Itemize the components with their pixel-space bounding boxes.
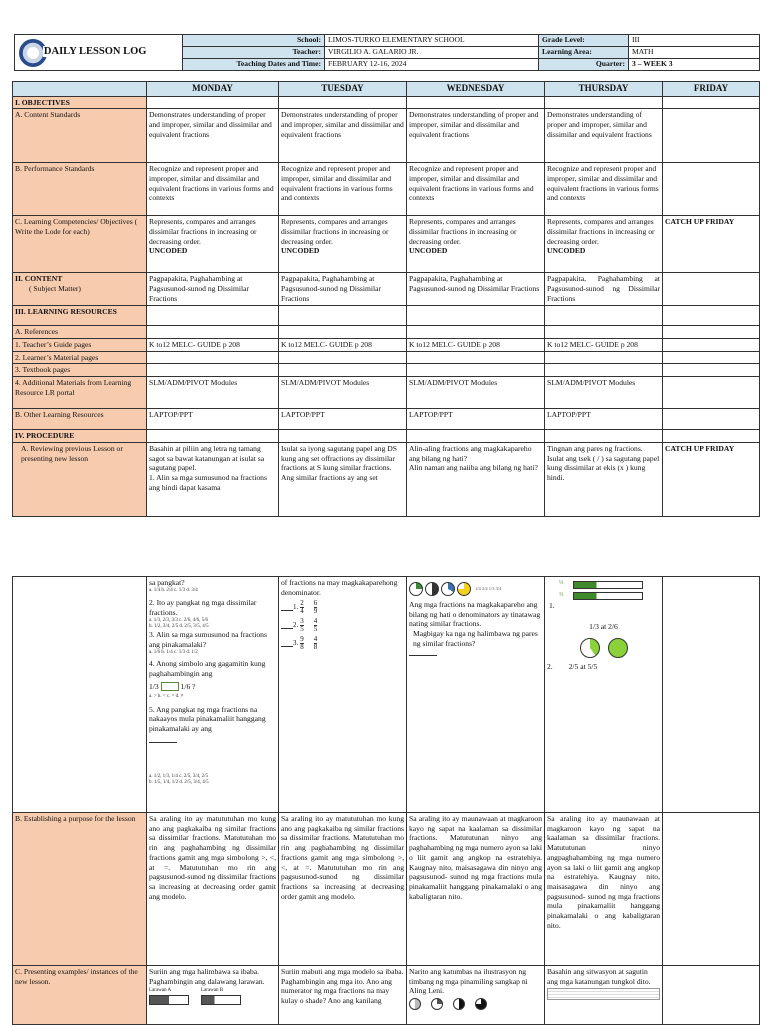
teacher-label: Teacher:	[183, 47, 325, 59]
performance-standards-thu: Recognize and represent proper and improper, similar and dissimilar and equivalent fractions in various forms and contexts	[545, 163, 663, 216]
tue-frac-right-den: 9	[313, 607, 318, 616]
answer-blank	[281, 640, 293, 647]
learners-material-label: 2. Learner’s Material pages	[13, 351, 147, 364]
tue-frac-right-den: 5	[313, 625, 318, 634]
mon-opts3: a. 1/6 b. 1/4 c. 1/3 d. 1/2	[149, 649, 198, 655]
review-mon	[147, 442, 279, 516]
tue-frac-left	[300, 618, 304, 633]
bar-1-3-icon	[573, 581, 643, 589]
scale-pie-3-icon	[453, 998, 465, 1010]
competencies-text: Represents, compares and arranges dissimilar fractions in increasing or decreasing order.	[409, 217, 517, 246]
bar-2-6-icon	[573, 592, 643, 600]
mon-opts2a: a. 1/3, 2/3, 3/3 c. 2/6, 4/6, 5/6	[149, 617, 209, 623]
pie-1-3-icon	[441, 582, 455, 596]
content-standards-label: A. Content Standards	[13, 109, 147, 163]
thu-frac-2: 2/5 at 5/5	[568, 661, 598, 671]
teachers-guide-label: 1. Teacher’s Guide pages	[13, 338, 147, 351]
scale-pie-2-icon	[431, 998, 443, 1010]
am-mon: SLM/ADM/PIVOT Modules	[147, 377, 279, 409]
purpose-tue: Sa araling ito ay matututuhan mo kung ano ang pagkakaiba ng similar fractions sa dissimilar fractions. Matututuhan mo rin ang paghahambing ng dissimilar fractions gamit ang mga simbolong >, <, at =. Matututuhan mo rin ang pagsusunod-sunod ng dissimilar fractions sa increasing at decreasing order gamit ang modelo.	[279, 813, 407, 966]
review-mon-q1: 1. Alin sa mga sumusunod na fractions ang hindi dapat kasama	[149, 472, 267, 492]
mon-opts4: a. > b. < c. = d. ≠	[149, 694, 184, 700]
catch-up-friday-2: CATCH UP FRIDAY	[663, 442, 760, 516]
other-resources-label: B. Other Learning Resources	[13, 409, 147, 430]
larawan-a-label: Larawan A	[149, 988, 172, 994]
day-header-wed: WEDNESDAY	[407, 82, 545, 97]
grade-label: Grade Level:	[539, 35, 629, 47]
larawan-a-icon	[149, 995, 189, 1005]
mon-q4-right: 1/6 ?	[180, 681, 196, 691]
wed-explain: Ang mga fractions na magkakapareho ang bilang ng hati o denominators ay tinatawag nating similar fractions.	[409, 600, 541, 629]
olr-thu: LAPTOP/PPT	[545, 409, 663, 430]
uncoded-label: UNCODED	[547, 246, 586, 256]
mon-opts5a: a. 1/2, 1/3, 1/4 c. 2/5, 3/4, 2/5	[149, 773, 209, 779]
teacher-value: VIRGILIO A. GALARIO JR.	[325, 47, 539, 59]
wed-pie-labels: 1/4 2/4 1/3 3/4	[475, 586, 502, 592]
tue-item-no: 1.	[293, 603, 299, 612]
tue-frac-left	[300, 600, 304, 615]
content-label	[13, 273, 147, 306]
day-header-tue: TUESDAY	[279, 82, 407, 97]
learning-resources-heading: III. LEARNING RESOURCES	[13, 306, 147, 326]
present-mon-text: Suriin ang mga halimbawa sa ibaba. Paghambingin ang dalawang larawan.	[149, 967, 265, 986]
content-tue: Pagpapakita, Paghahambing at Pagsusunod-sunod ng Dissimilar Fractions	[279, 273, 407, 306]
tue-frac-left-num: 9	[300, 635, 304, 644]
tue-frac-right	[314, 618, 318, 633]
pie-2-4-icon	[425, 582, 439, 596]
answer-blank	[281, 604, 293, 611]
tg-wed: K to12 MELC- GUIDE p 208	[407, 338, 545, 351]
performance-standards-label: B. Performance Standards	[13, 163, 147, 216]
thu-bars	[547, 578, 660, 608]
review-thu: Tingnan ang pares ng fractions. Isulat ang tsek ( / ) sa sagutang papel kung dissimilar at ekis (x ) kung hindi.	[545, 442, 663, 516]
olr-tue: LAPTOP/PPT	[279, 409, 407, 430]
thu-num-1: 1.	[549, 601, 555, 610]
wed-pie-row	[409, 578, 542, 600]
larawan-b-icon	[201, 995, 241, 1005]
additional-materials-label: 4. Additional Materials from Learning Resource LR portal	[13, 377, 147, 409]
review-wed-text: Alin-aling fractions ang magkakapareho ang bilang ng hati?	[409, 443, 532, 463]
textbook-label: 3. Textbook pages	[13, 364, 147, 377]
mon-q5-blank	[149, 736, 276, 746]
uncoded-label: UNCODED	[409, 246, 448, 256]
review-tue-continued	[279, 577, 407, 813]
tg-mon: K to12 MELC- GUIDE p 208	[147, 338, 279, 351]
review-mon-text: Basahin at piliin ang letra ng tamang sagot sa bawat katanungan at isulat sa sagutang papel.	[149, 443, 265, 473]
larawan-b-label: Larawan B	[201, 988, 224, 994]
tue-items-list	[281, 600, 404, 651]
dates-value: FEBRUARY 12-16, 2024	[325, 59, 539, 71]
thu-frac-2-row	[547, 662, 660, 672]
performance-standards-wed: Recognize and represent proper and improper, similar and dissimilar and equivalent fractions in various forms and contexts	[407, 163, 545, 216]
pie-5-5-icon	[608, 638, 628, 658]
tue-frac-right-den: 8	[313, 643, 318, 652]
larawan-a	[149, 988, 189, 1004]
blank-line	[149, 736, 177, 743]
tue-frac-right	[314, 636, 318, 651]
mon-opts5b: b. 1/5, 1/4, 1/2 d. 2/5, 3/4, 4/5	[149, 780, 209, 785]
tue-frac-left-den: 5	[300, 625, 304, 634]
presenting-label: C. Presenting examples/ instances of the new lesson.	[13, 966, 147, 1025]
lesson-table-page1	[12, 81, 760, 500]
tue-item	[281, 636, 404, 651]
present-thu	[545, 966, 663, 1025]
review-wed	[407, 442, 545, 516]
pie-3-4-icon	[457, 582, 471, 596]
mon-q4: 4. Anong simbolo ang gagamitin kung paghahambingin ang	[149, 659, 266, 678]
scale-pie-4-icon	[475, 998, 487, 1010]
content-standards-wed: Demonstrates understanding of proper and improper, similar and dissimilar and equivalent fractions	[407, 109, 545, 163]
tue-frac-right-num: 6	[313, 599, 318, 608]
performance-standards-tue: Recognize and represent proper and improper, similar and dissimilar and equivalent fractions in various forms and contexts	[279, 163, 407, 216]
am-wed: SLM/ADM/PIVOT Modules	[407, 377, 545, 409]
reviewing-label: A. Reviewing previous Lesson or presenting new lesson	[13, 442, 147, 516]
competencies-tue	[279, 216, 407, 273]
review-tue-text: Isulat sa iyong sagutang papel ang DS kung ang set offractions ay dissimilar fractions at S kung similar fractions.	[281, 443, 397, 473]
olr-mon: LAPTOP/PPT	[147, 409, 279, 430]
tue-frac-left	[300, 636, 304, 651]
review-tue	[279, 442, 407, 516]
content-thu: Pagpapakita, Paghahambing at Pagsusunod-sunod ng Dissimilar Fractions	[545, 273, 663, 306]
continued-label-cell	[13, 577, 147, 813]
tue-frac-left-num: 2	[300, 599, 304, 608]
wed-ask: Magbigay ka nga ng halimbawa ng pares ng similar fractions?	[413, 629, 538, 648]
purpose-mon: Sa araling ito ay matututuhan mo kung ano ang pagkakaiba ng similar fractions sa dissimilar fractions. Matututuhan mo rin ang paghahambing ng dissimilar fractions gamit ang mga simbolong >, <, at =. Matututuhan mo rin ang pagsusunod-sunod ng dissimilar fractions sa increasing at decreasing order gamit ang modelo.	[147, 813, 279, 966]
mon-q4-left: 1/3	[149, 681, 159, 691]
references-label: A. References	[13, 326, 147, 339]
grade-value: III	[629, 35, 760, 47]
tue-item	[281, 618, 404, 633]
performance-standards-mon: Recognize and represent proper and improper, similar and dissimilar and equivalent fractions in various forms and contexts	[147, 163, 279, 216]
review-wed-continued	[407, 577, 545, 813]
school-value: LIMOS-TURKO ELEMENTARY SCHOOL	[325, 35, 539, 47]
content-standards-thu: Demonstrates understanding of proper and improper, similar and dissimilar and equivalent fractions	[545, 109, 663, 163]
am-thu: SLM/ADM/PIVOT Modules	[545, 377, 663, 409]
tg-thu: K to12 MELC- GUIDE p 208	[545, 338, 663, 351]
situation-image-icon	[547, 988, 660, 1000]
day-header-mon: MONDAY	[147, 82, 279, 97]
mon-q4-compare	[149, 682, 276, 692]
tue-top-text: of fractions na may magkakaparehong denominator.	[281, 578, 398, 597]
content-mon: Pagpapakita, Paghahambing at Pagsusunod-sunod ng Dissimilar Fractions	[147, 273, 279, 306]
competencies-text: Represents, compares and arranges dissimilar fractions in increasing or decreasing order.	[547, 217, 655, 246]
tue-item-no: 2.	[293, 621, 299, 630]
lesson-log-header	[14, 34, 760, 70]
mon-opts1: a. 1/4 b. 2/4 c. 1/3 d. 3/4	[149, 587, 198, 593]
purpose-thu: Sa araling ito ay maunawaan at magkaroon kayo ng sapat na kaalaman sa dissimilar fractions. Matututunan ninyo angpaghahambing ng mga numero ayon sa laki o liit gamit ang angkop na estratehiya. Kaugnay nito, maisasagawa din ninyo ang pagsusunod- sunod ng mga fractions mula pinakamaliit hanggang pinakamalaki o ang kabaligtaran nito.	[545, 813, 663, 966]
day-header-fri: FRIDAY	[663, 82, 760, 97]
content-heading: II. CONTENT	[15, 274, 63, 284]
school-label: School:	[183, 35, 325, 47]
present-wed	[407, 966, 545, 1025]
tue-frac-left-den: 4	[300, 607, 304, 616]
competencies-wed	[407, 216, 545, 273]
present-mon	[147, 966, 279, 1025]
present-thu-text: Basahin ang sitwasyon at sagutin ang mga katanungan tungkol dito.	[547, 967, 651, 986]
tue-frac-right	[314, 600, 318, 615]
catch-up-friday-1: CATCH UP FRIDAY	[663, 216, 760, 273]
mon-q2: 2. Ito ay pangkat ng mga dissimilar fractions.	[149, 598, 257, 617]
olr-wed: LAPTOP/PPT	[407, 409, 545, 430]
lesson-table-page2	[12, 576, 760, 1024]
header-title-cell	[15, 35, 183, 71]
answer-blank	[281, 622, 293, 629]
tue-frac-right-num: 4	[313, 635, 318, 644]
larawan-b	[201, 988, 241, 1004]
tue-item-no: 3.	[293, 639, 299, 648]
area-value: MATH	[629, 47, 760, 59]
am-tue: SLM/ADM/PIVOT Modules	[279, 377, 407, 409]
present-tue: Suriin mabuti ang mga modelo sa ibaba. Paghambingin ang mga ito. Ano ang numerator ng mga fractions na may kulay o shade? Ano ang kanilang	[279, 966, 407, 1025]
procedure-heading: IV. PROCEDURE	[13, 430, 147, 443]
purpose-label: B. Establishing a purpose for the lesson	[13, 813, 147, 966]
review-tue-text2: Ang similar fractions ay ang set	[281, 472, 378, 482]
pie-1-4-icon	[409, 582, 423, 596]
scale-pie-1-icon	[409, 998, 421, 1010]
tue-item	[281, 600, 404, 615]
content-sub: ( Subject Matter)	[29, 283, 81, 293]
tg-tue: K to12 MELC- GUIDE p 208	[279, 338, 407, 351]
competencies-mon	[147, 216, 279, 273]
quarter-label: Quarter:	[539, 59, 629, 71]
review-thu-continued	[545, 577, 663, 813]
uncoded-label: UNCODED	[149, 246, 188, 256]
day-header-thu: THURSDAY	[545, 82, 663, 97]
thu-bar-frac-icon: ⅓ ⅔	[559, 580, 564, 598]
content-wed: Pagpapakita, Paghahambing at Pagsusunod-sunod ng Dissimilar Fractions	[407, 273, 545, 306]
tue-frac-left-num: 3	[300, 617, 304, 626]
thu-num-2: 2.	[547, 661, 553, 671]
area-label: Learning Area:	[539, 47, 629, 59]
thu-pies	[547, 638, 660, 658]
tue-frac-right-num: 4	[313, 617, 318, 626]
pie-2-5-icon	[580, 638, 600, 658]
mon-q5: 5. Ang pangkat ng mga fractions na nakaayos mula pinakamaliit hanggang pinakamalaki ay ang	[149, 704, 266, 734]
present-wed-text: Narito ang katumbas na ilustrasyon ng timbang ng mga pinamiling sangkap ni Aling Leni.	[409, 967, 528, 996]
mon-opts2b: b. 1/2, 3/4, 2/5 d. 2/5, 3/5, 4/5	[149, 623, 209, 629]
header-title: DAILY LESSON LOG	[43, 46, 147, 58]
objectives-heading: I. OBJECTIVES	[13, 96, 147, 109]
answer-box	[161, 682, 179, 691]
mon-q1-tail: sa pangkat?	[149, 578, 185, 587]
review-mon-continued	[147, 577, 279, 813]
purpose-wed: Sa araling ito ay maunawaan at magkaroon kayo ng sapat na kaalaman sa dissimilar fractions. Matututunan ninyo ang paghahambing ng mga numero ayon sa laki o liit gamit ang angkop na estratehiya. Kaugnay nito, maisasagawa din ninyo ang pagsusunod- sunod ng mga fractions mula pinakamaliit hanggang pinakamalaki o ang kabaligtaran nito.	[407, 813, 545, 966]
competencies-thu	[545, 216, 663, 273]
thu-frac-1: 1/3 at 2/6	[589, 622, 618, 631]
blank-line	[409, 649, 437, 656]
competencies-text: Represents, compares and arranges dissimilar fractions in increasing or decreasing order.	[281, 217, 389, 246]
tue-frac-left-den: 8	[300, 643, 304, 652]
competencies-text: Represents, compares and arranges dissimilar fractions in increasing or decreasing order.	[149, 217, 257, 246]
competencies-label: C. Learning Competencies/ Objectives ( Write the Lode for each)	[13, 216, 147, 273]
content-standards-tue: Demonstrates understanding of proper and improper, similar and dissimilar and equivalent fractions	[279, 109, 407, 163]
review-wed-text2: Alin naman ang naiiba ang bilang ng hati?	[409, 463, 538, 473]
dates-label: Teaching Dates and Time:	[183, 59, 325, 71]
mon-q3: 3. Alin sa mga sumusunod na fractions ang pinakamalaki?	[149, 630, 267, 650]
quarter-value: 3 – WEEK 3	[629, 59, 760, 71]
corner-cell	[13, 82, 147, 97]
uncoded-label: UNCODED	[281, 246, 320, 256]
content-standards-mon: Demonstrates understanding of proper and improper, similar and dissimilar and equivalent fractions	[147, 109, 279, 163]
